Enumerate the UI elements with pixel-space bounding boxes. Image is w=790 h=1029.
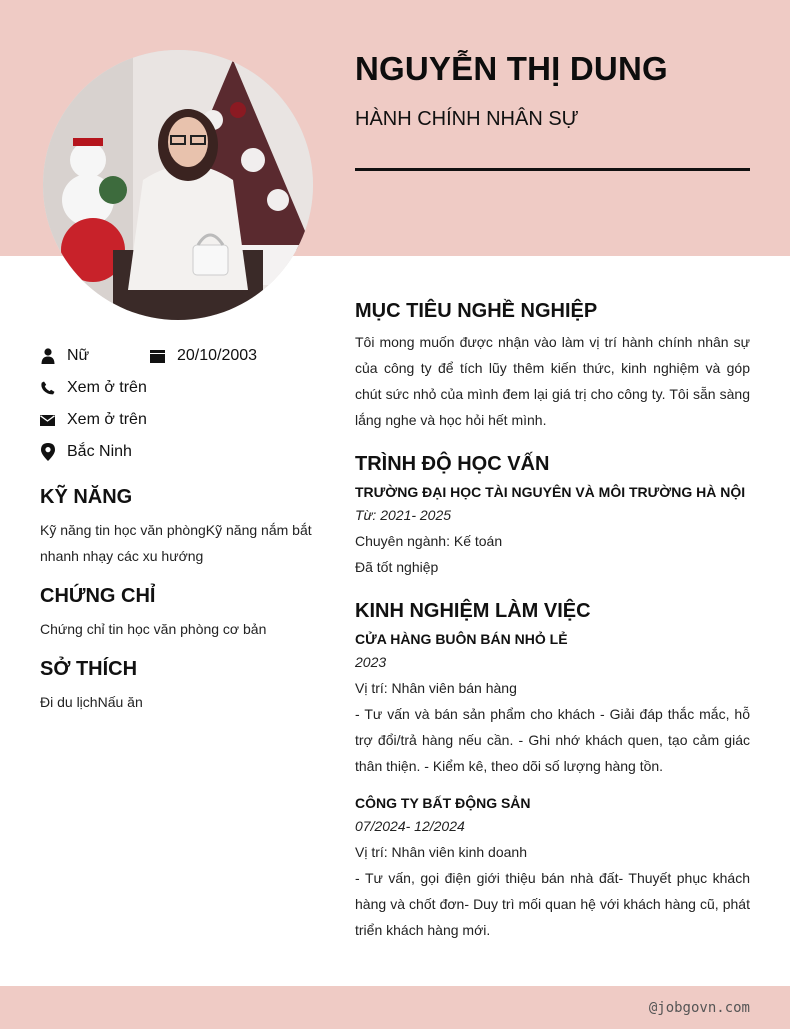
experience-heading: KINH NGHIỆM LÀM VIỆC (355, 600, 591, 622)
calendar-icon (150, 347, 165, 365)
education-section (355, 453, 750, 580)
job-period: 07/2024- 12/2024 (355, 818, 465, 834)
person-icon (40, 347, 55, 365)
certificates-text: Chứng chỉ tin học văn phòng cơ bản (40, 621, 267, 637)
job-entry (355, 629, 750, 779)
experience-section (355, 600, 750, 943)
mail-icon (40, 411, 55, 429)
education-heading: TRÌNH ĐỘ HỌC VẤN (355, 453, 550, 475)
gender-item (40, 347, 150, 365)
title-divider (355, 168, 750, 171)
gender-value: Nữ (67, 347, 90, 364)
objective-heading: MỤC TIÊU NGHỀ NGHIỆP (355, 300, 598, 322)
candidate-name: NGUYỄN THỊ DUNG (355, 50, 668, 87)
job-position: Vị trí: Nhân viên bán hàng (355, 680, 517, 696)
contact-row-email (40, 404, 330, 436)
phone-value: Xem ở trên (67, 379, 147, 396)
job-entry (355, 793, 750, 943)
certificates-heading: CHỨNG CHỈ (40, 585, 156, 607)
hobbies-text: Đi du lịchNấu ăn (40, 694, 143, 710)
right-column (355, 300, 750, 963)
contact-row-phone (40, 372, 330, 404)
location-value: Bắc Ninh (67, 443, 132, 460)
left-column (40, 486, 320, 731)
education-status: Đã tốt nghiệp (355, 559, 439, 575)
job-position: Vị trí: Nhân viên kinh doanh (355, 844, 527, 860)
phone-icon (40, 379, 55, 397)
hobbies-heading: SỞ THÍCH (40, 658, 138, 680)
job-description: - Tư vấn, gọi điện giới thiệu bán nhà đất- Thuyết phục khách hàng và chốt đơn- Duy trì mối quan hệ với khách hàng cũ, phát triển khách hàng mới. (355, 870, 750, 938)
email-value: Xem ở trên (67, 411, 147, 428)
contact-row-gender-birthday (40, 340, 330, 372)
contact-info (40, 340, 330, 468)
contact-row-location (40, 436, 330, 468)
hobbies-section (40, 658, 320, 715)
location-pin-icon (40, 443, 55, 461)
skills-text: Kỹ năng tin học văn phòngKỹ năng nắm bắt nhanh nhạy các xu hướng (40, 522, 312, 564)
objective-section (355, 300, 750, 433)
objective-text: Tôi mong muốn được nhận vào làm vị trí hành chính nhân sự của công ty để tích lũy thêm kiến thức, kinh nghiệm và góp chút sức nhỏ của mình đem lại giá trị cho công ty. Tôi sẵn sàng lắng nghe và học hỏi hết mình. (355, 334, 750, 428)
footer-watermark: @jobgovn.com (648, 1000, 750, 1016)
education-major: Chuyên ngành: Kế toán (355, 533, 503, 549)
birthday-value: 20/10/2003 (177, 347, 258, 364)
job-title: HÀNH CHÍNH NHÂN SỰ (355, 108, 579, 130)
job-company: CỬA HÀNG BUÔN BÁN NHỎ LẺ (355, 631, 568, 647)
job-company: CÔNG TY BẤT ĐỘNG SẢN (355, 795, 531, 811)
skills-section (40, 486, 320, 569)
birthday-item (150, 347, 257, 365)
job-description: - Tư vấn và bán sản phẩm cho khách - Giải đáp thắc mắc, hỗ trợ đổi/trả hàng nếu cần. - Ghi nhớ khách quen, tạo cảm giác thân thiện. - Kiểm kê, theo dõi số lượng hàng tồn. (355, 706, 750, 774)
job-period: 2023 (355, 654, 387, 670)
school-name: TRƯỜNG ĐẠI HỌC TÀI NGUYÊN VÀ MÔI TRƯỜNG HÀ NỘI (355, 484, 746, 500)
profile-photo (43, 50, 313, 320)
certificates-section (40, 585, 320, 642)
skills-heading: KỸ NĂNG (40, 486, 133, 508)
education-period: Từ: 2021- 2025 (355, 507, 452, 523)
